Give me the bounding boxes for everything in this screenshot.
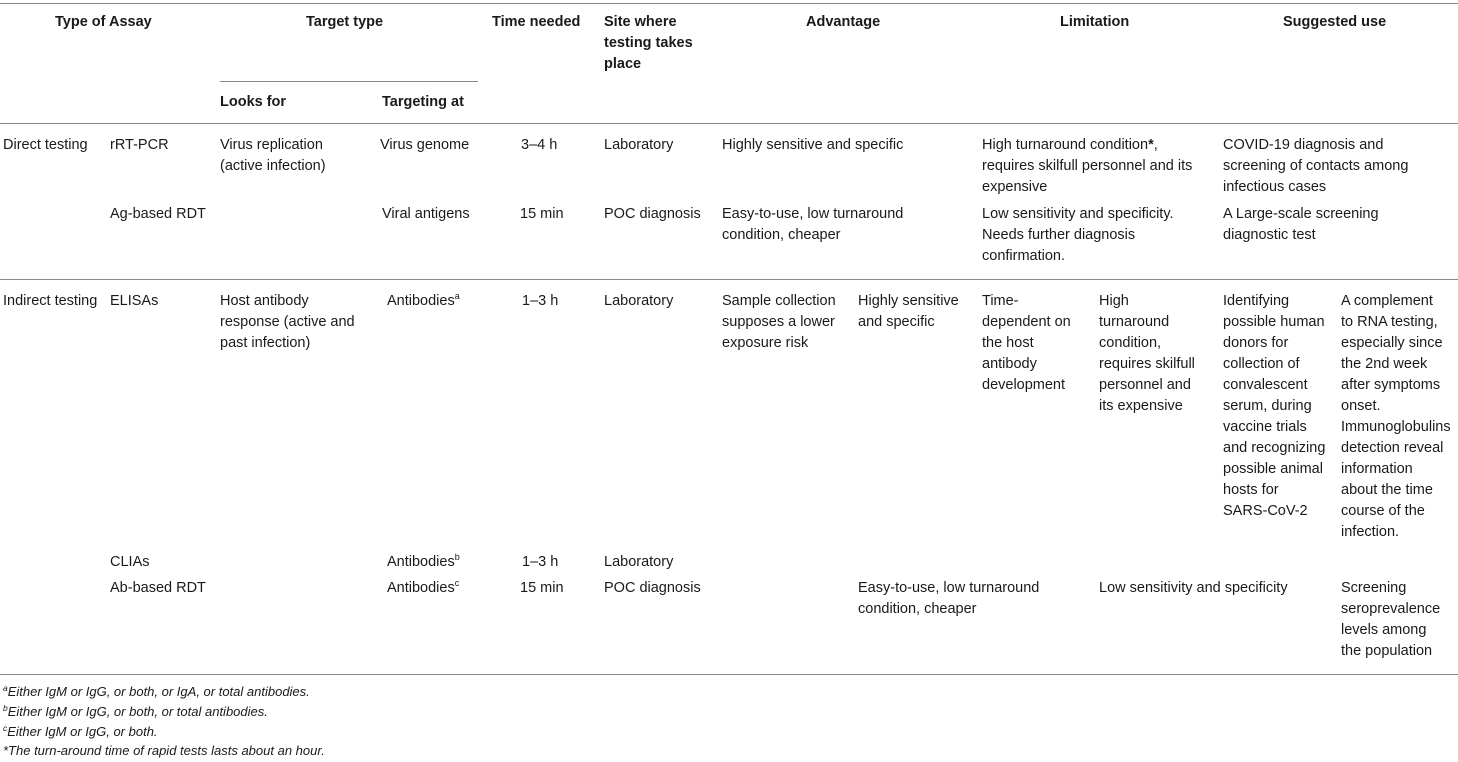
header-suggested-use: Suggested use <box>1283 14 1387 30</box>
rtpcr-limitation-line-2: requires skilfull personnel and its <box>982 158 1193 174</box>
elisa-suggested-2-line-10: about the time <box>1341 482 1433 498</box>
elisa-suggested-2-line-11: course of the <box>1341 503 1425 519</box>
elisa-suggested-1-line-9: possible animal <box>1223 461 1323 477</box>
elisa-looks-for-line-2: response (active and <box>220 314 355 330</box>
elisa-limitation-2-line-4: requires skilfull <box>1099 356 1195 372</box>
header-site-line-2: testing takes <box>604 35 693 51</box>
assay-clias: CLIAs <box>110 554 150 570</box>
clia-time: 1–3 h <box>522 554 559 570</box>
elisa-limitation-2-line-2: turnaround <box>1099 314 1170 330</box>
ab-rdt-suggested-line-3: levels among <box>1341 622 1427 638</box>
elisa-limitation-1-line-3: the host <box>982 335 1034 351</box>
elisa-suggested-2-line-6: onset. <box>1341 398 1381 414</box>
elisa-limitation-2-line-6: its expensive <box>1099 398 1183 414</box>
rtpcr-site: Laboratory <box>604 137 674 153</box>
ab-rdt-site: POC diagnosis <box>604 580 701 596</box>
ab-rdt-time: 15 min <box>520 580 564 596</box>
elisa-suggested-2-line-2: to RNA testing, <box>1341 314 1438 330</box>
asterisk-footnote-marker: * <box>1148 137 1154 153</box>
ag-rdt-limitation-line-2: Needs further diagnosis <box>982 227 1136 243</box>
footnote-a <box>3 682 310 702</box>
category-direct-testing: Direct testing <box>3 137 88 153</box>
elisa-suggested-2-line-9: information <box>1341 461 1413 477</box>
top-rule <box>0 3 1458 4</box>
rtpcr-limitation-text: High turnaround condition <box>982 137 1149 153</box>
rtpcr-suggested-line-1: COVID-19 diagnosis and <box>1223 137 1384 153</box>
elisa-advantage-2-line-1: Highly sensitive <box>858 293 959 309</box>
elisa-suggested-1-line-5: convalescent <box>1223 377 1308 393</box>
header-advantage: Advantage <box>806 14 881 30</box>
elisa-limitation-2-line-5: personnel and <box>1099 377 1191 393</box>
ag-rdt-targeting: Viral antigens <box>382 206 470 222</box>
header-site-line-3: place <box>604 56 642 72</box>
header-limitation: Limitation <box>1060 14 1130 30</box>
header-bottom-rule <box>0 123 1458 124</box>
footnote-b-mark: b <box>3 703 8 713</box>
rtpcr-limitation-line-1 <box>982 135 1158 157</box>
elisa-targeting-text: Antibodies <box>387 293 455 309</box>
elisa-advantage-1-line-3: exposure risk <box>722 335 809 351</box>
footnote-a-text: Either IgM or IgG, or both, or IgA, or total antibodies. <box>7 684 310 699</box>
elisa-suggested-2-line-7: Immunoglobulins <box>1341 419 1451 435</box>
ag-rdt-suggested-line-2: diagnostic test <box>1223 227 1316 243</box>
footnote-marker-c: c <box>454 578 460 588</box>
ab-rdt-targeting-text: Antibodies <box>387 580 455 596</box>
elisa-suggested-2-line-12: infection. <box>1341 524 1400 540</box>
elisa-advantage-1-line-2: supposes a lower <box>722 314 835 330</box>
elisa-suggested-1-line-2: possible human <box>1223 314 1325 330</box>
footnote-a-mark: a <box>3 683 8 693</box>
rtpcr-looks-for-line-1: Virus replication <box>220 137 323 153</box>
elisa-suggested-1-line-1: Identifying <box>1223 293 1290 309</box>
header-targeting-at: Targeting at <box>382 94 464 110</box>
elisa-suggested-1-line-7: vaccine trials <box>1223 419 1307 435</box>
footnote-marker-b: b <box>454 552 460 562</box>
elisa-advantage-2-line-2: and specific <box>858 314 935 330</box>
elisa-limitation-1-line-4: antibody <box>982 356 1037 372</box>
footnote-asterisk: *The turn-around time of rapid tests lasts about an hour. <box>3 743 325 758</box>
header-looks-for: Looks for <box>220 94 287 110</box>
ag-rdt-limitation-line-3: confirmation. <box>982 248 1066 264</box>
elisa-targeting <box>387 291 460 313</box>
section-divider-rule <box>0 279 1458 280</box>
table-bottom-rule <box>0 674 1458 675</box>
rtpcr-time: 3–4 h <box>521 137 558 153</box>
assay-elisas: ELISAs <box>110 293 159 309</box>
elisa-suggested-2-line-5: after symptoms <box>1341 377 1441 393</box>
ab-rdt-suggested-line-2: seroprevalence <box>1341 601 1441 617</box>
elisa-suggested-2-line-8: detection reveal <box>1341 440 1444 456</box>
elisa-suggested-1-line-3: donors for <box>1223 335 1289 351</box>
clia-targeting-text: Antibodies <box>387 554 455 570</box>
ag-rdt-advantage-line-2: condition, cheaper <box>722 227 841 243</box>
elisa-suggested-1-line-8: and recognizing <box>1223 440 1326 456</box>
header-site-line-1: Site where <box>604 14 677 30</box>
ag-rdt-site: POC diagnosis <box>604 206 701 222</box>
rtpcr-advantage: Highly sensitive and specific <box>722 137 904 153</box>
footnote-b-text: Either IgM or IgG, or both, or total antibodies. <box>7 704 268 719</box>
target-type-rule <box>220 81 478 82</box>
footnote-b <box>3 702 268 722</box>
elisa-suggested-2-line-3: especially since <box>1341 335 1443 351</box>
elisa-looks-for-line-1: Host antibody <box>220 293 309 309</box>
rtpcr-targeting: Virus genome <box>380 137 470 153</box>
rtpcr-looks-for-line-2: (active infection) <box>220 158 326 174</box>
header-type-of-assay: Type of Assay <box>55 14 152 30</box>
elisa-site: Laboratory <box>604 293 674 309</box>
assay-ab-based-rdt: Ab-based RDT <box>110 580 206 596</box>
elisa-limitation-1-line-2: dependent on <box>982 314 1071 330</box>
elisa-advantage-1-line-1: Sample collection <box>722 293 836 309</box>
ab-rdt-limitation: Low sensitivity and specificity <box>1099 580 1288 596</box>
rtpcr-suggested-line-2: screening of contacts among <box>1223 158 1409 174</box>
category-indirect-testing: Indirect testing <box>3 293 98 309</box>
footnote-marker-a: a <box>454 291 460 301</box>
footnote-c <box>3 722 158 742</box>
elisa-limitation-1-line-5: development <box>982 377 1066 393</box>
assay-ag-based-rdt: Ag-based RDT <box>110 206 206 222</box>
footnote-c-mark: c <box>3 723 8 733</box>
header-target-type: Target type <box>306 14 384 30</box>
ag-rdt-time: 15 min <box>520 206 564 222</box>
rtpcr-limitation-comma: , <box>1153 137 1158 153</box>
ag-rdt-advantage-line-1: Easy-to-use, low turnaround <box>722 206 904 222</box>
clia-targeting <box>387 552 460 574</box>
ab-rdt-suggested-line-4: the population <box>1341 643 1433 659</box>
rtpcr-limitation-line-3: expensive <box>982 179 1048 195</box>
elisa-suggested-2-line-4: the 2nd week <box>1341 356 1428 372</box>
elisa-suggested-1-line-11: SARS-CoV-2 <box>1223 503 1308 519</box>
elisa-suggested-1-line-4: collection of <box>1223 356 1300 372</box>
rtpcr-suggested-line-3: infectious cases <box>1223 179 1327 195</box>
ag-rdt-limitation-line-1: Low sensitivity and specificity. <box>982 206 1174 222</box>
elisa-suggested-1-line-6: serum, during <box>1223 398 1312 414</box>
assay-rrt-pcr: rRT-PCR <box>110 137 169 153</box>
elisa-suggested-2-line-1: A complement <box>1341 293 1433 309</box>
elisa-looks-for-line-3: past infection) <box>220 335 311 351</box>
ag-rdt-suggested-line-1: A Large-scale screening <box>1223 206 1379 222</box>
elisa-limitation-2-line-1: High <box>1099 293 1129 309</box>
ab-rdt-advantage-line-2: condition, cheaper <box>858 601 977 617</box>
elisa-limitation-1-line-1: Time- <box>982 293 1019 309</box>
ab-rdt-targeting <box>387 578 459 600</box>
elisa-limitation-2-line-3: condition, <box>1099 335 1162 351</box>
elisa-suggested-1-line-10: hosts for <box>1223 482 1279 498</box>
footnote-c-text: Either IgM or IgG, or both. <box>7 724 158 739</box>
header-time-needed: Time needed <box>492 14 581 30</box>
clia-site: Laboratory <box>604 554 674 570</box>
ab-rdt-suggested-line-1: Screening <box>1341 580 1407 596</box>
ab-rdt-advantage-line-1: Easy-to-use, low turnaround <box>858 580 1040 596</box>
elisa-time: 1–3 h <box>522 293 559 309</box>
